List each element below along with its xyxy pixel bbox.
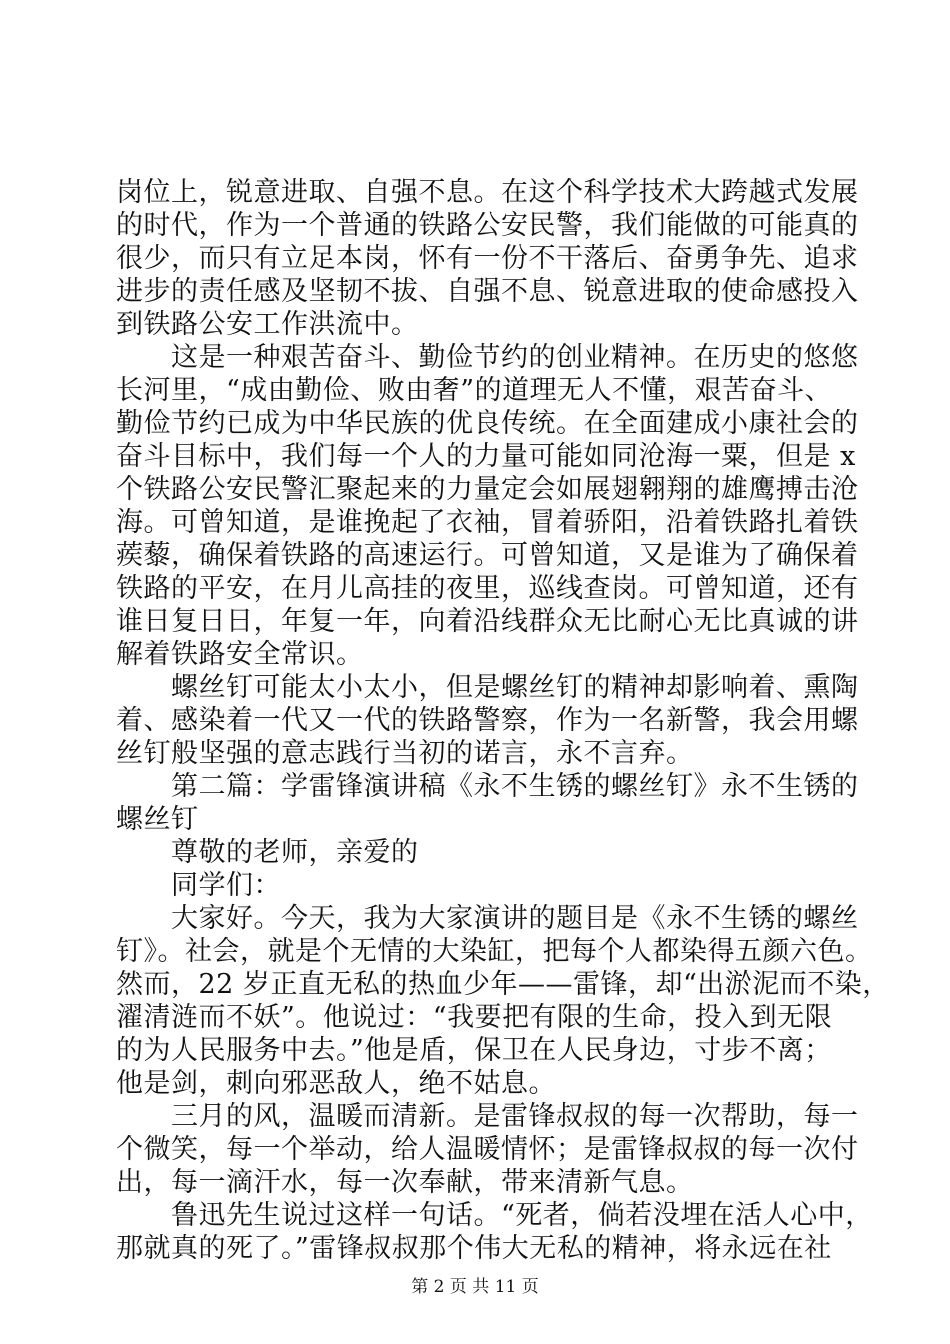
text-line: 蒺藜，确保着铁路的高速运行。可曾知道，又是谁为了确保着 — [116, 540, 859, 571]
text-line: 的为人民服务中去。”他是盾，保卫在人民身边，寸步不离； — [116, 1035, 832, 1066]
text-line: 的时代，作为一个普通的铁路公安民警，我们能做的可能真的 — [116, 210, 859, 241]
salutation: 同学们： — [116, 870, 281, 901]
text-line: 出，每一滴汗水，每一次奉献，带来清新气息。 — [116, 1167, 694, 1198]
section-heading: 螺丝钉 — [116, 804, 199, 835]
text-line: 勤俭节约已成为中华民族的优良传统。在全面建成小康社会的 — [116, 408, 859, 439]
text-line: 钉》。社会，就是个无情的大染缸，把每个人都染得五颜六色。 — [116, 936, 873, 967]
page-number-footer: 第 2 页 共 11 页 — [411, 1277, 539, 1297]
text-line: 濯清涟而不妖”。他说过：“我要把有限的生命，投入到无限 — [116, 1002, 833, 1033]
text-line: 大家好。今天，我为大家演讲的题目是《永不生锈的螺丝 — [116, 903, 859, 934]
text-line: 他是剑，刺向邪恶敌人，绝不姑息。 — [116, 1068, 556, 1099]
text-line: 海。可曾知道，是谁挽起了衣袖，冒着骄阳，沿着铁路扎着铁 — [116, 507, 859, 538]
text-line: 解着铁路安全常识。 — [116, 639, 364, 670]
text-line: 三月的风，温暖而清新。是雷锋叔叔的每一次帮助，每一 — [116, 1101, 859, 1132]
text-line: 丝钉般坚强的意志践行当初的诺言，永不言弃。 — [116, 738, 694, 769]
text-line: 鲁迅先生说过这样一句话。“死者，倘若没埋在活人心中， — [116, 1200, 873, 1231]
section-heading: 第二篇：学雷锋演讲稿《永不生锈的螺丝钉》永不生锈的 — [116, 771, 859, 802]
text-line: 谁日复日日，年复一年，向着沿线群众无比耐心无比真诚的讲 — [116, 606, 859, 637]
text-line: 奋斗目标中，我们每一个人的力量可能如同沧海一粟，但是 x — [116, 441, 856, 472]
text-line: 很少，而只有立足本岗，怀有一份不干落后、奋勇争先、追求 — [116, 243, 859, 274]
text-line: 那就真的死了。”雷锋叔叔那个伟大无私的精神，将永远在社 — [116, 1233, 832, 1264]
text-line: 个微笑，每一个举动，给人温暖情怀；是雷锋叔叔的每一次付 — [116, 1134, 859, 1165]
text-line: 着、感染着一代又一代的铁路警察，作为一名新警，我会用螺 — [116, 705, 859, 736]
text-line: 铁路的平安，在月儿高挂的夜里，巡线查岗。可曾知道，还有 — [116, 573, 859, 604]
text-line: 进步的责任感及坚韧不拔、自强不息、锐意进取的使命感投入 — [116, 276, 859, 307]
text-line: 到铁路公安工作洪流中。 — [116, 309, 419, 340]
text-line: 这是一种艰苦奋斗、勤俭节约的创业精神。在历史的悠悠 — [116, 342, 859, 373]
text-line: 个铁路公安民警汇聚起来的力量定会如展翅翱翔的雄鹰搏击沧 — [116, 474, 859, 505]
salutation: 尊敬的老师，亲爱的 — [116, 837, 419, 868]
text-line: 长河里，“成由勤俭、败由奢”的道理无人不懂，艰苦奋斗、 — [116, 375, 833, 406]
text-line: 螺丝钉可能太小太小，但是螺丝钉的精神却影响着、熏陶 — [116, 672, 859, 703]
text-line: 然而，22 岁正直无私的热血少年——雷锋，却“出淤泥而不染， — [116, 969, 890, 1000]
text-line: 岗位上，锐意进取、自强不息。在这个科学技术大跨越式发展 — [116, 177, 859, 208]
